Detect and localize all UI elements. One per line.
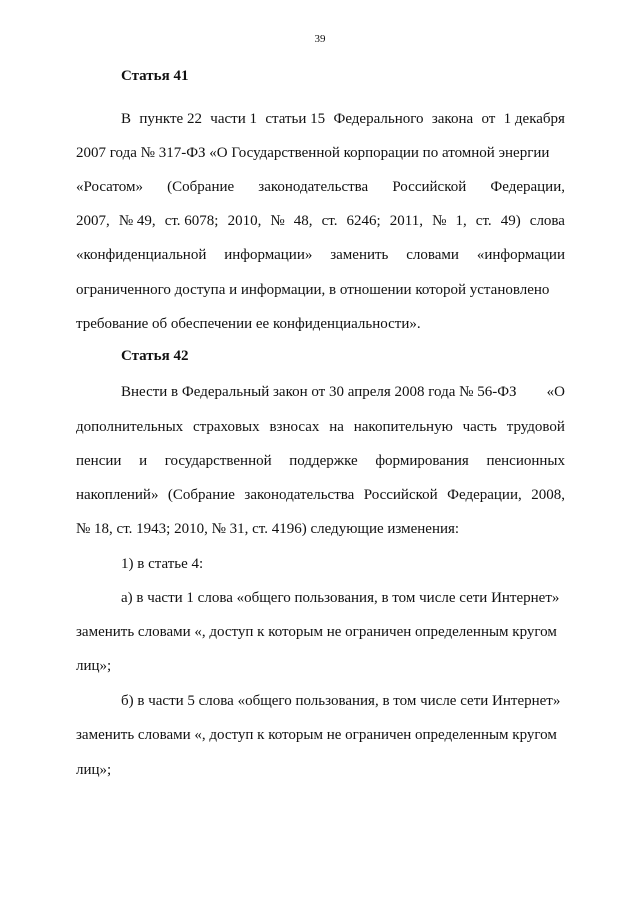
article-41-line-1: В пункте 22 части 1 статьи 15 Федерального закона от 1 декабря	[121, 111, 565, 127]
article-41-line-4: 2007, № 49, ст. 6078; 2010, № 48, ст. 6246; 2011, № 1, ст. 49) слова	[76, 213, 565, 229]
article-42-line-3: пенсии и государственной поддержке формирования пенсионных	[76, 453, 565, 469]
article-41-line-3: «Росатом» (Собрание законодательства Российской Федерации,	[76, 179, 565, 195]
article-41-line-2: 2007 года № 317-ФЗ «О Государственной корпорации по атомной энергии	[76, 145, 550, 161]
article-42-subitem-b-line-1: б) в части 5 слова «общего пользования, в том числе сети Интернет»	[121, 693, 561, 709]
article-42-line-1: Внести в Федеральный закон от 30 апреля 2008 года № 56-ФЗ «О	[121, 384, 565, 400]
article-42-line-4: накоплений» (Собрание законодательства Российской Федерации, 2008,	[76, 487, 565, 503]
article-42-line-5: № 18, ст. 1943; 2010, № 31, ст. 4196) следующие изменения:	[76, 521, 460, 537]
article-41-heading: Статья 41	[121, 68, 189, 84]
article-42-line-2: дополнительных страховых взносах на накопительную часть трудовой	[76, 419, 565, 435]
article-42-subitem-b-line-3: лиц»;	[76, 762, 112, 778]
article-42-subitem-a-line-2: заменить словами «, доступ к которым не ограничен определенным кругом	[76, 624, 557, 640]
article-42-item-1: 1) в статье 4:	[121, 556, 204, 572]
article-42-subitem-b-line-2: заменить словами «, доступ к которым не ограничен определенным кругом	[76, 727, 557, 743]
article-42-heading: Статья 42	[121, 348, 189, 364]
article-41-line-7: требование об обеспечении ее конфиденциальности».	[76, 316, 421, 332]
article-42-subitem-a-line-3: лиц»;	[76, 658, 112, 674]
page-number: 39	[314, 33, 326, 45]
article-41-line-5: «конфиденциальной информации» заменить словами «информации	[76, 247, 565, 263]
article-42-subitem-a-line-1: а) в части 1 слова «общего пользования, в том числе сети Интернет»	[121, 590, 560, 606]
article-41-line-6: ограниченного доступа и информации, в отношении которой установлено	[76, 282, 550, 298]
